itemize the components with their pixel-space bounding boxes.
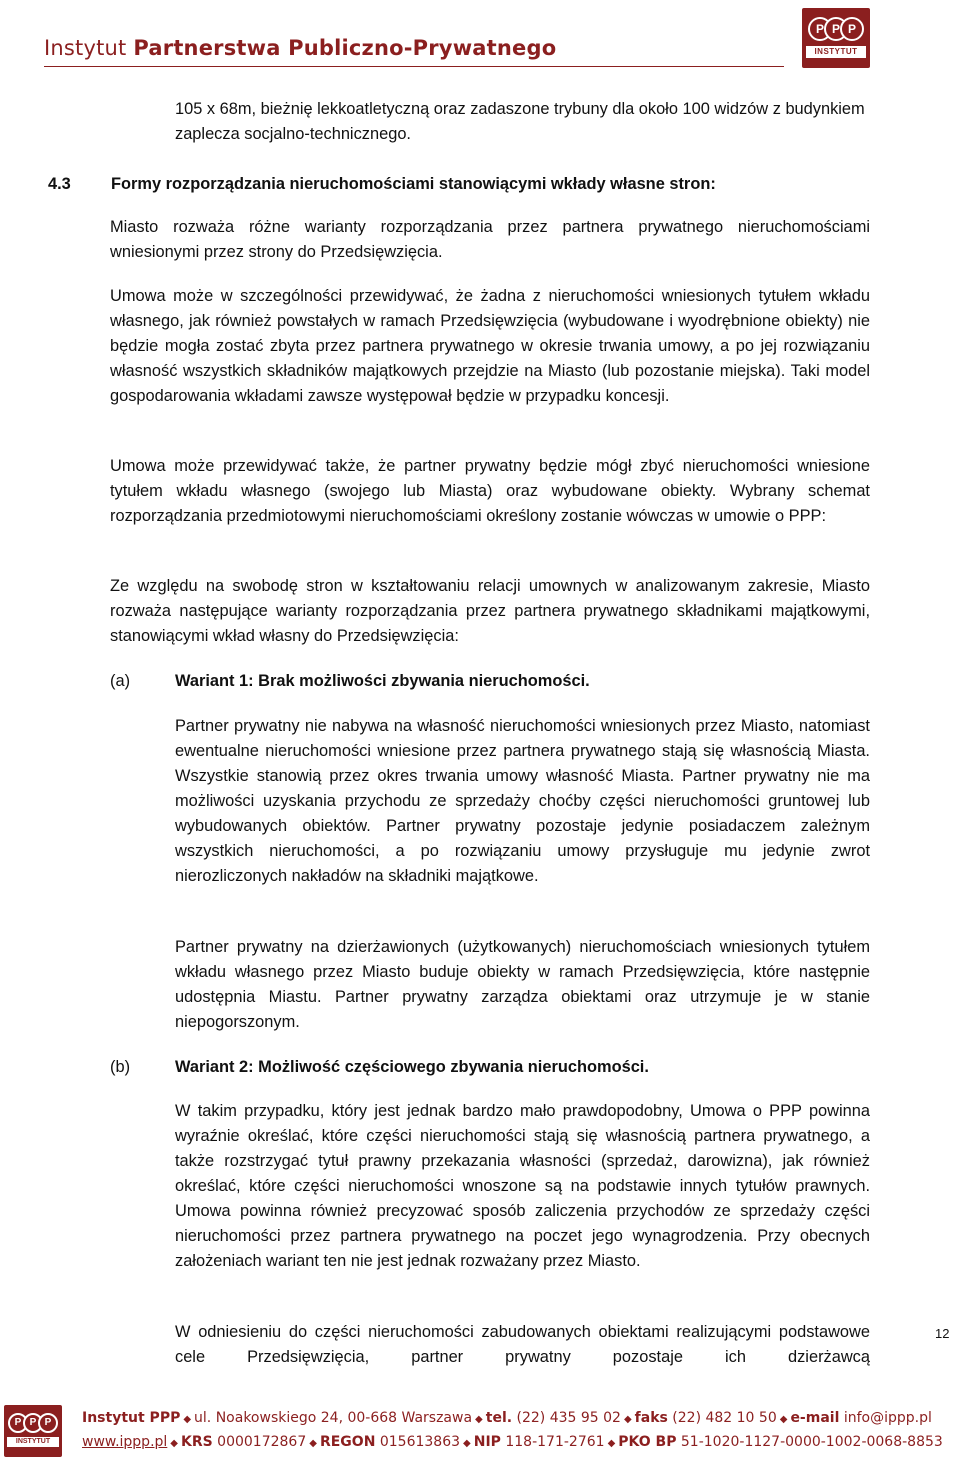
diamond-icon: ◆ [170, 1438, 178, 1449]
diamond-icon: ◆ [183, 1414, 192, 1425]
logo-caption: INSTYTUT [806, 46, 866, 58]
footer-fax-label: faks [634, 1410, 668, 1426]
footer-tel-value: (22) 435 95 02 [512, 1410, 621, 1426]
footer-logo-caption: INSTYTUT [7, 1437, 59, 1447]
section-number: 4.3 [48, 175, 71, 193]
footer-krs-value: 0000172867 [212, 1434, 307, 1450]
variant-b-paragraph: W takim przypadku, który jest jednak bardzo mało prawdopodobny, Umowa o PPP powinna wyraźnie określać, które części nieruchomości stają się własnością partnera prywatnego, a także rozstrzygać tytuł prawny przekazania własności (sprzedaż, darowizna), jak również określać, które części nieruchomości wnoszone są na podstawie innych tytułów prawnych. Umowa powinna również precyzować sposób zaliczenia przychodów ze sprzedaży części nieruchomości przez partnera prywatnego na poczet jego wynagrodzenia. Przy obecnych założeniach wariant ten nie jest jednak rozważany przez Miasto. [175, 1102, 870, 1270]
intro-paragraph: 105 x 68m, bieżnię lekkoatletyczną oraz zadaszone trybuny dla około 100 widzów z budynkiem zaplecza socjalno-technicznego. [175, 100, 865, 143]
variant-b-paragraph: W odniesieniu do części nieruchomości zabudowanych obiektami realizującymi podstawowe cele Przedsięwzięcia, partner prywatny pozostaje ich dzierżawcą [175, 1323, 870, 1366]
body-paragraph: Umowa może przewidywać także, że partner prywatny będzie mógł zbyć nieruchomości wniesione tytułem wkładu własnego (swojego lub Miasta) oraz wybudowane obiekty. Wybrany schemat rozporządzania przedmiotowymi nieruchomościami określony zostanie wówczas w umowie o PPP: [110, 457, 870, 525]
footer-email-link[interactable]: info@ippp.pl [839, 1410, 932, 1426]
footer-nip-label: NIP [473, 1434, 501, 1450]
body-paragraph: Ze względu na swobodę stron w kształtowaniu relacji umownych w analizowanym zakresie, Miasto rozważa następujące warianty rozporządzania przez partnera prywatnego składnikami majątkowymi, stanowiącymi wkład własny do Przedsięwzięcia: [110, 577, 870, 645]
diamond-icon: ◆ [623, 1414, 632, 1425]
institute-logo [802, 8, 870, 68]
footer-bank-label: PKO BP [618, 1434, 677, 1450]
footer-email-label: e-mail [790, 1410, 840, 1426]
diamond-icon: ◆ [779, 1414, 788, 1425]
variant-b-title: Wariant 2: Możliwość częściowego zbywania nieruchomości. [175, 1058, 649, 1076]
footer-address: ul. Noakowskiego 24, 00-668 Warszawa [194, 1410, 473, 1426]
footer-tel-label: tel. [485, 1410, 513, 1426]
variant-a-title: Wariant 1: Brak możliwości zbywania nieruchomości. [175, 672, 590, 690]
footer-website-link[interactable]: www.ippp.pl [82, 1434, 168, 1450]
variant-a-paragraph: Partner prywatny nie nabywa na własność nieruchomości wniesionych przez Miasto, natomiast ewentualne nieruchomości wniesione przez partnera prywatnego stają się własnością Miasta. Wszystkie stanowią przez okres trwania umowy własność Miasta. Partner prywatny nie ma możliwości uzyskania przychodu ze sprzedaży choćby części nieruchomości gruntowej lub wybudowanych obiektów. Partner prywatny pozostaje jedynie posiadaczem zależnym wszystkich nieruchomości, a po rozwiązaniu umowy przysługuje mu jedynie zwrot nierozliczonych nakładów na składniki majątkowe. [175, 717, 870, 885]
footer-fax-value: (22) 482 10 50 [667, 1410, 777, 1426]
logo-letter: P [840, 17, 864, 41]
footer-org-name: Instytut PPP [82, 1410, 181, 1426]
footer-regon-value: 015613863 [375, 1434, 461, 1450]
footer-bank-value: 51-1020-1127-0000-1002-0068-8853 [676, 1434, 943, 1450]
footer-logo-letter: P [38, 1413, 58, 1433]
diamond-icon: ◆ [607, 1438, 616, 1449]
section-title: Formy rozporządzania nieruchomościami stanowiącymi wkłady własne stron: [111, 175, 716, 193]
footer-krs-label: KRS [181, 1434, 213, 1450]
footer-logo [4, 1405, 62, 1457]
footer-nip-value: 118-171-2761 [500, 1434, 605, 1450]
header-title [44, 36, 556, 60]
footer-registry-line [82, 1434, 943, 1450]
diamond-icon: ◆ [475, 1414, 483, 1425]
logo-letter: P [824, 17, 848, 41]
variant-a-paragraph: Partner prywatny na dzierżawionych (użytkowanych) nieruchomościach wniesionych tytułem wkładu własnego przez Miasto buduje obiekty w ramach Przedsięwzięcia, które następnie udostępnia Miastu. Partner prywatny zarządza obiektami oraz utrzymuje je w stanie niepogorszonym. [175, 938, 870, 1031]
footer-contact-line [82, 1410, 932, 1426]
diamond-icon: ◆ [463, 1438, 471, 1449]
header-title-bold: Partnerstwa Publiczno-Prywatnego [133, 36, 557, 60]
variant-a-label: (a) [110, 672, 131, 690]
page-number: 12 [935, 1326, 950, 1341]
footer-logo-letter: P [8, 1413, 28, 1433]
diamond-icon: ◆ [309, 1438, 317, 1449]
logo-letter: P [808, 17, 832, 41]
body-paragraph: Umowa może w szczególności przewidywać, że żadna z nieruchomości wniesionych tytułem wkładu własnego, jak również powstałych w ramach Przedsięwzięcia (wybudowane i wyodrębnione obiekty) nie będzie mogła zostać zbyta przez partnera prywatnego w okresie trwania umowy, a po jej rozwiązaniu własność wszystkich składników majątkowych przejdzie na Miasto (lub pozostanie miejska). Taki model gospodarowania wkładami zawsze występował będzie w przypadku koncesji. [110, 287, 870, 405]
header-title-prefix: Instytut [44, 36, 134, 60]
body-paragraph: Miasto rozważa różne warianty rozporządzania przez partnera prywatnego nieruchomościami wniesionymi przez strony do Przedsięwzięcia. [110, 218, 870, 261]
variant-b-label: (b) [110, 1058, 131, 1076]
footer-regon-label: REGON [319, 1434, 376, 1450]
header-divider [44, 66, 784, 67]
footer-logo-letter: P [23, 1413, 43, 1433]
